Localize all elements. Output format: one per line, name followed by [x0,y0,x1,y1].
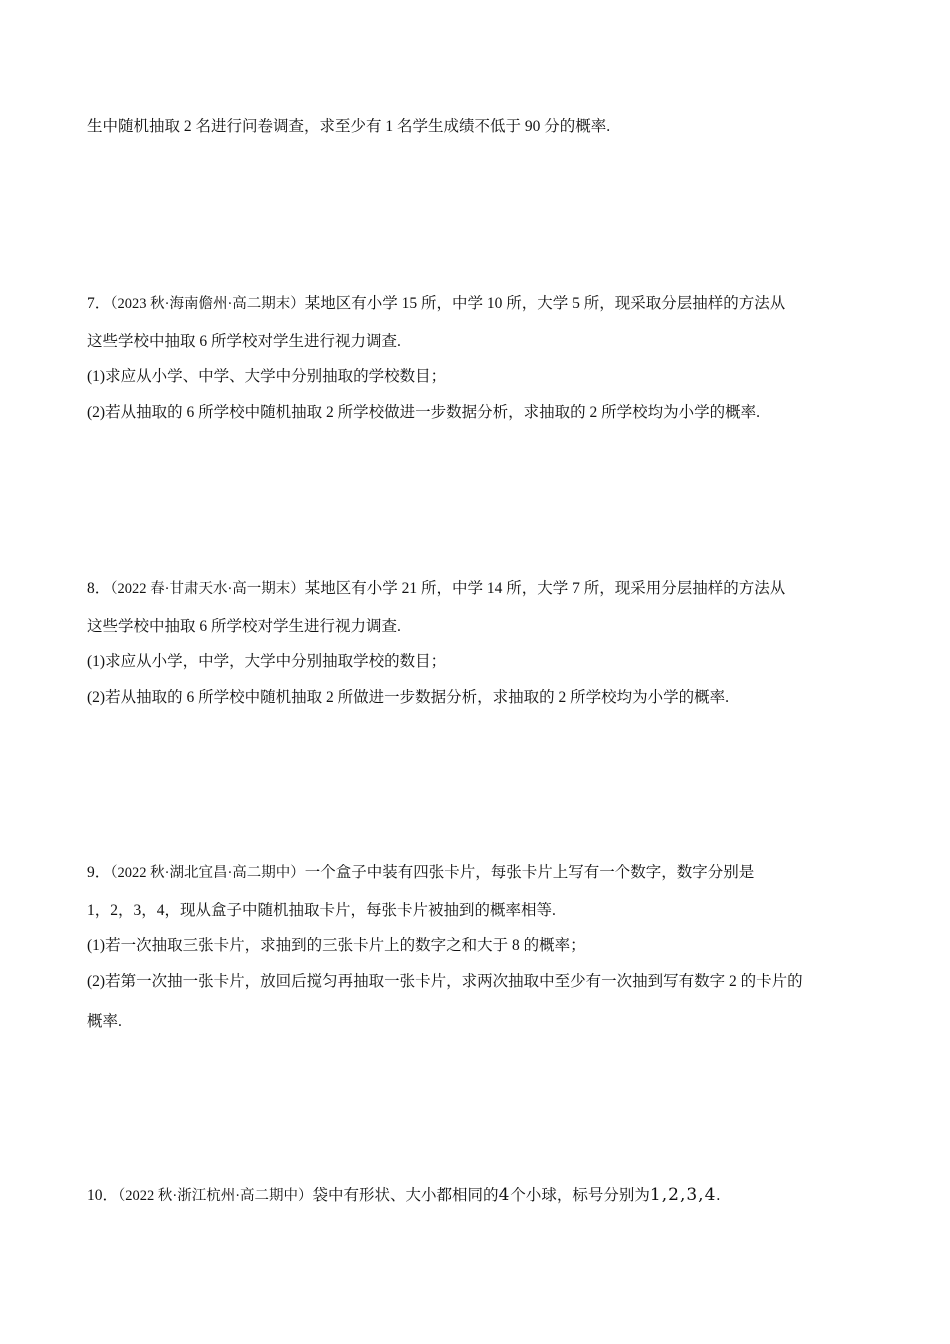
problem-10-stem-a: 袋中有形状、大小都相同的 [312,1187,499,1204]
problem-9-part2-line1: (2)若第一次抽一张卡片，放回后搅匀再抽取一张卡片，求两次抽取中至少有一次抽到写有数字 2 的卡片的 [87,973,803,990]
problem-9-number: 9． [87,864,111,881]
problem-9-source: （2022 秋·湖北宜昌·高二期中） [110,865,305,881]
problem-7-source: （2023 秋·海南儋州·高二期末） [110,296,305,312]
problem-7-part1: (1)求应从小学、中学、大学中分别抽取的学校数目； [87,368,447,385]
problem-9-stem-line2: 1，2，3，4，现从盒子中随机抽取卡片，每张卡片被抽到的概率相等. [87,902,556,919]
problem-8-stem [87,579,785,599]
problem-8-source: （2022 春·甘肃天水·高一期末） [110,581,305,597]
problem-10-stem-b: 个小球，标号分别为 [510,1187,650,1204]
problem-7-stem-line1: 某地区有小学 15 所，中学 10 所，大学 5 所，现采取分层抽样的方法从 [304,295,786,312]
problem-7-part2: (2)若从抽取的 6 所学校中随机抽取 2 所学校做进一步数据分析，求抽取的 2 所学校均为小学的概率. [87,404,760,421]
problem-10-stem [87,1185,720,1206]
problem-10-ball-labels: 1,2,3,4 [649,1185,717,1205]
continuation-text: 生中随机抽取 2 名进行问卷调查，求至少有 1 名学生成绩不低于 90 分的概率. [87,118,611,135]
problem-10-ball-count: 4 [498,1185,511,1205]
problem-8-stem-line1: 某地区有小学 21 所，中学 14 所，大学 7 所，现采用分层抽样的方法从 [304,580,786,597]
problem-9-part1: (1)若一次抽取三张卡片，求抽到的三张卡片上的数字之和大于 8 的概率； [87,937,586,954]
problem-9-stem [87,863,754,883]
problem-8-number: 8． [87,580,111,597]
problem-9-part2-line2: 概率. [87,1013,122,1030]
problem-10-stem-end: . [716,1187,721,1204]
problem-9-stem-line1: 一个盒子中装有四张卡片，每张卡片上写有一个数字，数字分别是 [304,864,755,881]
problem-7-stem-line2: 这些学校中抽取 6 所学校对学生进行视力调查. [87,333,401,350]
problem-8-stem-line2: 这些学校中抽取 6 所学校对学生进行视力调查. [87,618,401,635]
problem-10-number: 10． [87,1187,119,1204]
problem-7-number: 7． [87,295,111,312]
problem-7-stem [87,294,785,314]
problem-8-part2: (2)若从抽取的 6 所学校中随机抽取 2 所做进一步数据分析，求抽取的 2 所学校均为小学的概率. [87,689,729,706]
problem-10-source: （2022 秋·浙江杭州·高二期中） [118,1188,313,1204]
problem-8-part1: (1)求应从小学，中学，大学中分别抽取学校的数目； [87,653,447,670]
